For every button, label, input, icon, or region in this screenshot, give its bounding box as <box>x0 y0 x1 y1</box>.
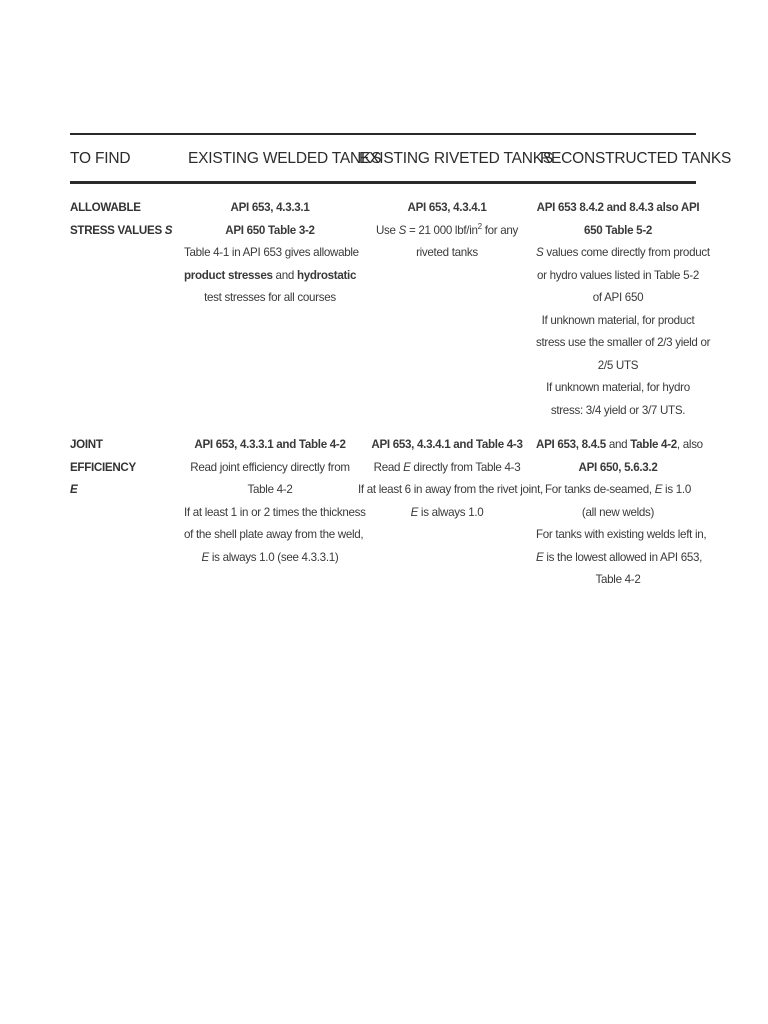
row-label-text: STRESS VALUES <box>70 223 165 237</box>
cell-text: values come directly from product <box>543 246 710 259</box>
cell-line: Table 4-2 <box>247 483 293 496</box>
cell-line: If at least 6 in away from the rivet joint, <box>358 483 543 496</box>
header-to-find: TO FIND <box>70 150 131 167</box>
variable-s: S <box>536 246 544 259</box>
cell-line <box>358 502 536 525</box>
cell-text: directly from Table 4-3 <box>410 460 521 474</box>
cell-text: Use <box>375 223 399 237</box>
cell-line: API 653, 4.3.4.1 <box>407 201 487 214</box>
bold-text: hydrostatic <box>296 268 357 282</box>
cell-line <box>536 434 703 457</box>
cell-efficiency-riveted <box>358 434 543 524</box>
cell-efficiency-welded <box>184 434 366 569</box>
superscript: 2 <box>477 221 482 231</box>
cell-line: API 653 8.4.2 and 8.4.3 also API <box>536 201 700 214</box>
cell-line: If unknown material, for product <box>541 313 695 327</box>
cell-text: , also <box>676 438 703 451</box>
cell-text: For tanks de-seamed, <box>545 483 655 496</box>
cell-line: For tanks with existing welds left in, <box>536 528 707 541</box>
cell-line: API 650, 5.6.3.2 <box>578 460 658 474</box>
cell-text: and <box>272 268 297 282</box>
cell-line <box>536 547 703 570</box>
cell-text: and <box>605 438 631 451</box>
cell-line: Read joint efficiency directly from <box>190 460 350 474</box>
cell-text: is always 1.0 (see 4.3.3.1) <box>208 550 339 564</box>
variable-s: S <box>398 223 407 237</box>
cell-line: 2/5 UTS <box>597 358 639 372</box>
cell-line: API 653, 4.3.4.1 and Table 4-3 <box>371 438 523 451</box>
cell-line <box>536 479 700 502</box>
cell-line <box>536 242 710 265</box>
cell-line: If at least 1 in or 2 times the thickness <box>184 505 366 519</box>
cell-line: (all new welds) <box>581 505 655 519</box>
variable-e: E <box>536 550 544 564</box>
row-label-joint-efficiency <box>70 434 136 502</box>
variable-e: E <box>201 550 209 564</box>
cell-line: test stresses for all courses <box>204 291 336 304</box>
cell-text: is 1.0 <box>662 483 691 496</box>
cell-efficiency-reconstructed <box>536 434 707 592</box>
cell-line: stress: 3/4 yield or 3/7 UTS. <box>550 403 686 417</box>
variable-e: E <box>410 505 419 519</box>
cell-line: of the shell plate away from the weld, <box>184 528 364 541</box>
cell-line <box>184 547 356 570</box>
bold-text: Table 4-2 <box>630 438 677 451</box>
cell-line: API 653, 4.3.3.1 <box>230 201 310 214</box>
cell-line: of API 650 <box>592 291 644 304</box>
cell-text: = 21 000 lbf/in <box>406 223 478 237</box>
bold-text: product stresses <box>184 268 273 282</box>
cell-line: 650 Table 5-2 <box>583 223 653 237</box>
cell-line: stress use the smaller of 2/3 yield or <box>536 336 711 349</box>
variable-e: E <box>70 483 78 496</box>
cell-stress-welded <box>184 197 359 310</box>
table-top-rule <box>70 133 696 135</box>
cell-text: Read <box>373 460 404 474</box>
cell-text: is always 1.0 <box>418 505 484 519</box>
cell-line: Table 4-2 <box>595 573 641 586</box>
cell-line: API 653, 4.3.3.1 and Table 4-2 <box>194 438 346 451</box>
header-bottom-rule <box>70 181 696 184</box>
cell-line <box>184 265 356 288</box>
cell-text: is the lowest allowed in API 653, <box>543 550 703 564</box>
row-label-line: EFFICIENCY <box>70 460 136 474</box>
cell-text: for any <box>481 223 519 237</box>
cell-stress-reconstructed <box>536 197 711 422</box>
row-label-line <box>70 220 172 243</box>
cell-stress-riveted <box>358 197 536 265</box>
header-existing-welded-tanks: EXISTING WELDED TANKS <box>188 150 382 167</box>
cell-line: riveted tanks <box>416 246 478 259</box>
bold-text: API 653, 8.4.5 <box>536 438 606 451</box>
header-existing-riveted-tanks: EXISTING RIVETED TANKS <box>359 150 553 167</box>
cell-line: Table 4-1 in API 653 gives allowable <box>184 246 359 259</box>
row-label-allowable-stress <box>70 197 172 242</box>
row-label-line: JOINT <box>70 438 103 451</box>
variable-e: E <box>654 483 663 496</box>
variable-s: S <box>164 223 173 237</box>
cell-line <box>358 457 536 480</box>
cell-line <box>358 220 536 243</box>
header-reconstructed-tanks: RECONSTRUCTED TANKS <box>540 150 732 167</box>
variable-e: E <box>403 460 411 474</box>
cell-line: or hydro values listed in Table 5-2 <box>536 268 699 282</box>
cell-line: API 650 Table 3-2 <box>225 223 315 237</box>
cell-line: If unknown material, for hydro <box>546 381 690 394</box>
row-label-line: ALLOWABLE <box>70 201 141 214</box>
